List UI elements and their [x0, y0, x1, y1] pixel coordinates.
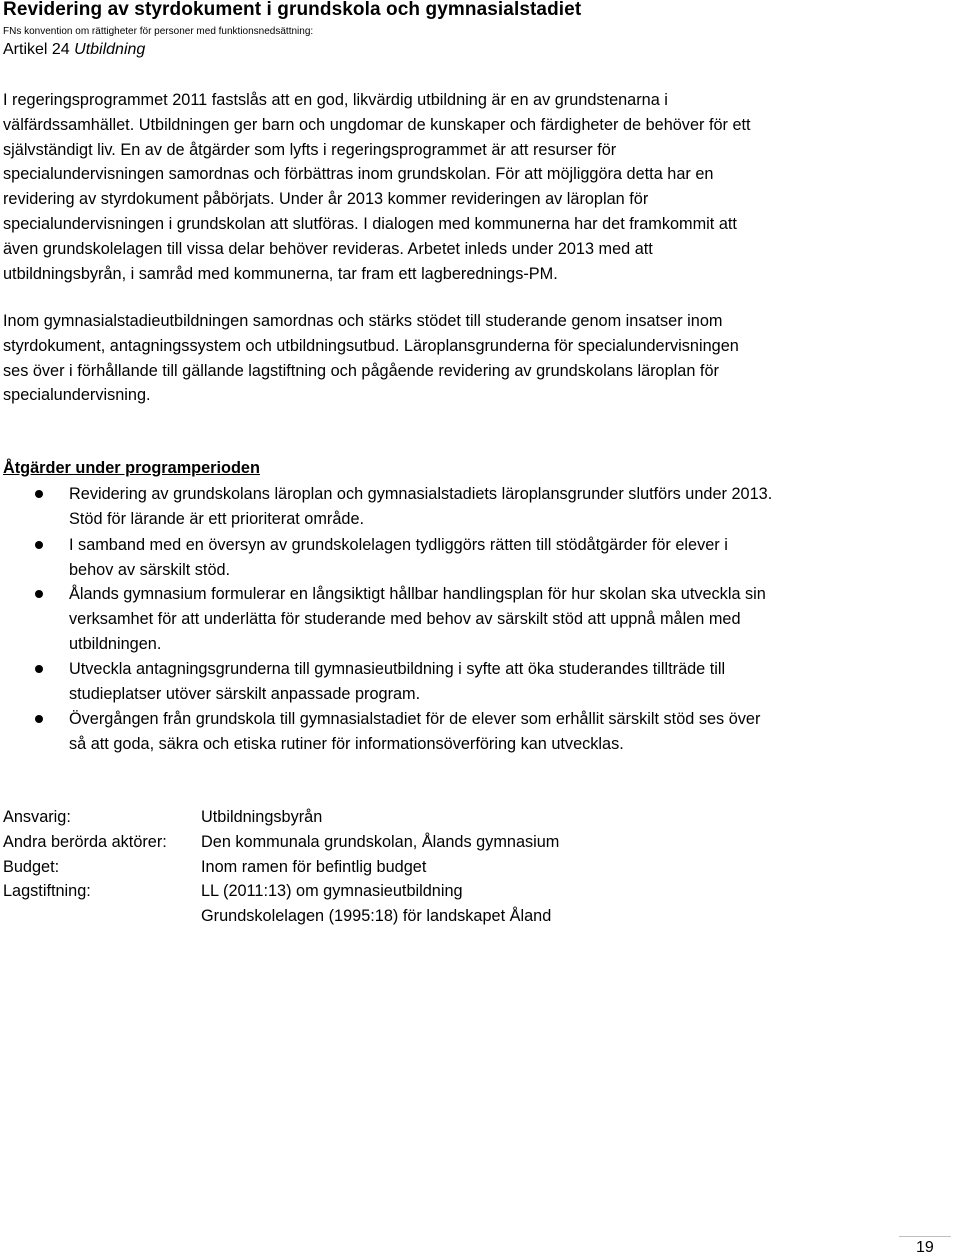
- bullet-icon: [35, 590, 43, 598]
- paragraph-line: I regeringsprogrammet 2011 fastslås att en god, likvärdig utbildning är en av grundstenarna i: [3, 91, 668, 109]
- paragraph-line: specialundervisningen samordnas och förbättras inom grundskolan. För att möjliggöra detta har en: [3, 165, 714, 184]
- paragraph-line: ses över i förhållande till gällande lagstiftning och pågående revidering av grundskolans läroplan för: [3, 361, 719, 380]
- list-item-line: utbildningen.: [69, 634, 162, 653]
- budget-label: Budget:: [3, 857, 60, 876]
- budget-value: Inom ramen för befintlig budget: [201, 857, 427, 876]
- responsible-value: Utbildningsbyrån: [201, 808, 323, 826]
- paragraph-line: utbildningsbyrån, i samråd med kommunerna, tar fram ett lagberednings-PM.: [3, 264, 558, 283]
- list-item-line: Övergången från grundskola till gymnasialstadiet för de elever som erhållit särskilt stöd ses över: [69, 710, 761, 728]
- list-item-line: Stöd för lärande är ett prioriterat område.: [69, 509, 365, 528]
- list-item-line: så att goda, säkra och etiska rutiner för informationsöverföring kan utvecklas.: [69, 734, 624, 753]
- list-item-text: [69, 482, 949, 532]
- budget-row: [3, 855, 903, 880]
- legislation-value: LL (2011:13) om gymnasieutbildning: [201, 882, 463, 901]
- list-item-line: Utveckla antagningsgrunderna till gymnasieutbildning i syfte att öka studerandes tillträde till: [69, 660, 726, 678]
- list-item-text: [69, 707, 949, 757]
- paragraph-line: specialundervisningen i grundskolan att slutföras. I dialogen med kommunerna har det framkommit att: [3, 214, 737, 233]
- responsible-row: [3, 805, 903, 830]
- page-number: 19: [916, 1239, 934, 1256]
- measures-heading: Åtgärder under programperioden: [3, 459, 260, 477]
- convention-subtitle: FNs konvention om rättigheter för personer med funktionsnedsättning:: [3, 26, 314, 37]
- footer-divider: [899, 1236, 951, 1237]
- paragraph-line: Inom gymnasialstadieutbildningen samordnas och stärks stödet till studerande genom insatser inom: [3, 312, 723, 330]
- list-item-text: [69, 582, 949, 656]
- paragraph-line: revidering av styrdokument påbörjats. Under år 2013 kommer revideringen av läroplan för: [3, 190, 649, 209]
- paragraph-line: välfärdssamhället. Utbildningen ger barn och ungdomar de kunskaper och färdigheter de behöver för ett: [3, 115, 751, 134]
- upper-secondary-paragraph: [3, 309, 933, 408]
- legislation-row-2: [3, 904, 903, 929]
- list-item-line: studieplatser utöver särskilt anpassade program.: [69, 684, 421, 703]
- list-item-line: behov av särskilt stöd.: [69, 560, 231, 579]
- responsibility-info: [3, 805, 903, 929]
- list-item-text: [69, 533, 949, 583]
- article-reference: [3, 40, 145, 60]
- intro-paragraph: [3, 88, 933, 286]
- actors-label: Andra berörda aktörer:: [3, 832, 167, 851]
- article-topic: Utbildning: [74, 41, 146, 58]
- paragraph-line: självständigt liv. En av de åtgärder som lyfts i regeringsprogrammet är att resurser för: [3, 140, 617, 159]
- bullet-icon: [35, 541, 43, 549]
- bullet-icon: [35, 715, 43, 723]
- document-title: Revidering av styrdokument i grundskola och gymnasialstadiet: [3, 0, 582, 20]
- responsible-label: Ansvarig:: [3, 808, 71, 826]
- actors-row: [3, 830, 903, 855]
- article-prefix: Artikel 24: [3, 41, 75, 58]
- paragraph-line: specialundervisning.: [3, 386, 151, 405]
- list-item-line: I samband med en översyn av grundskolelagen tydliggörs rätten till stödåtgärder för elever i: [69, 536, 728, 554]
- list-item-line: Revidering av grundskolans läroplan och gymnasialstadiets läroplansgrunder slutförs under 2013.: [69, 485, 773, 503]
- bullet-icon: [35, 490, 43, 498]
- bullet-icon: [35, 665, 43, 673]
- legislation-value: Grundskolelagen (1995:18) för landskapet Åland: [201, 907, 552, 926]
- legislation-row: [3, 879, 903, 904]
- list-item-text: [69, 657, 949, 707]
- paragraph-line: även grundskolelagen till vissa delar behöver revideras. Arbetet inleds under 2013 med att: [3, 239, 653, 258]
- list-item-line: Ålands gymnasium formulerar en långsiktigt hållbar handlingsplan för hur skolan ska utveckla sin: [69, 585, 766, 603]
- legislation-label-spacer: [3, 904, 201, 929]
- actors-value: Den kommunala grundskolan, Ålands gymnasium: [201, 832, 560, 851]
- legislation-label: Lagstiftning:: [3, 882, 91, 901]
- paragraph-line: styrdokument, antagningssystem och utbildningsutbud. Läroplansgrunderna för specialundervisningen: [3, 336, 739, 355]
- list-item-line: verksamhet för att underlätta för studerande med behov av särskilt stöd att uppnå målen med: [69, 609, 741, 628]
